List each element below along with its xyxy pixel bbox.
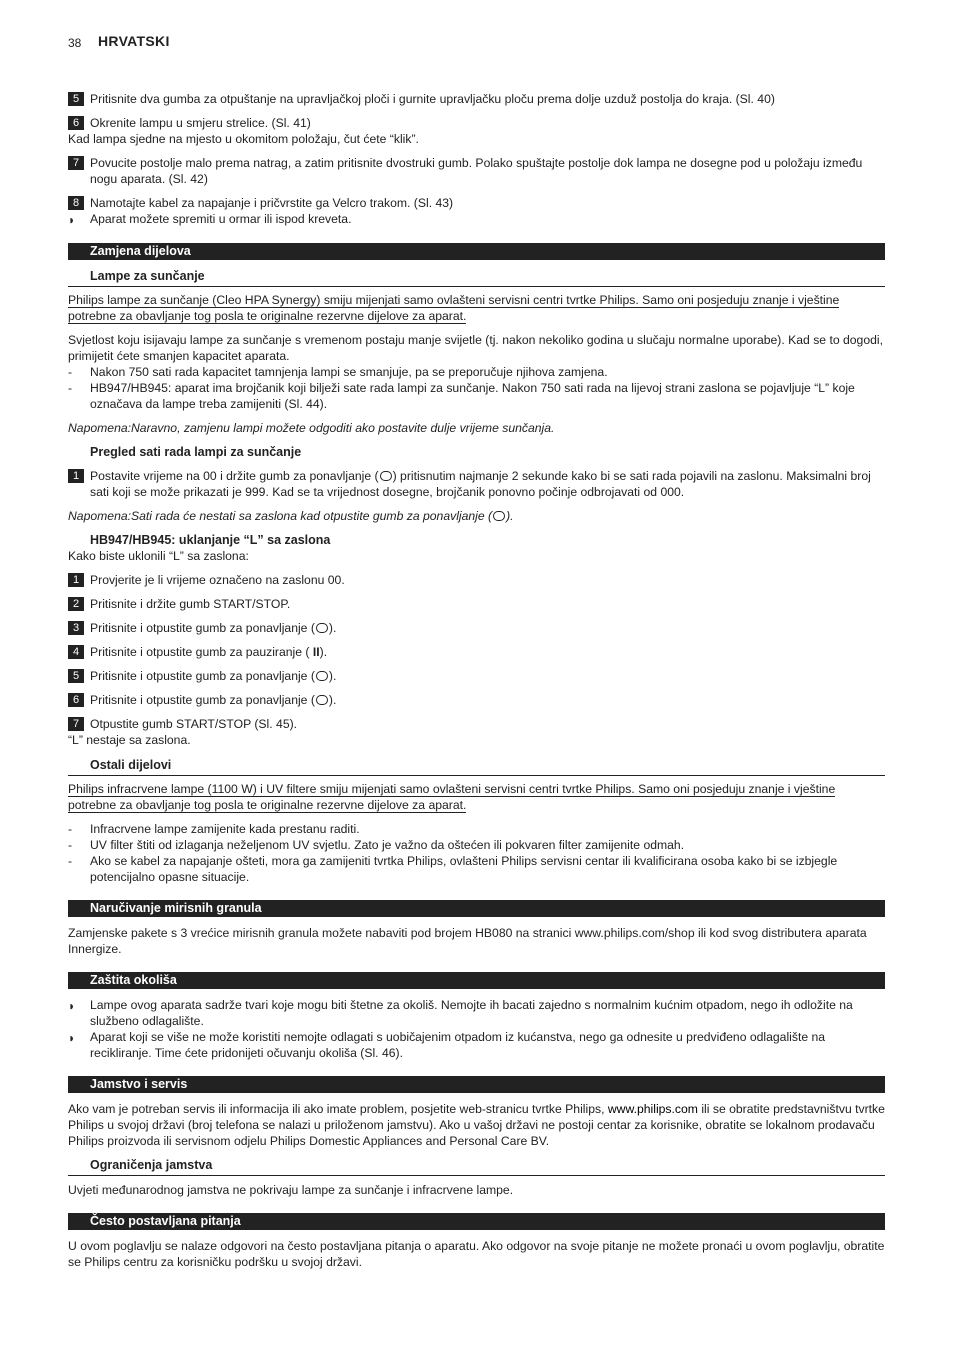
warranty-text-b: ili se obratite predstavništvu tvrtke Philips u svojoj državi (broj telefona se nalazi u priloženom jamstvu). Ako u vašoj državi ne postoji centar za korisnike, obratite se lokalnom prodavaču Philips proizvoda ili servisnom odjelu Philips Domestic Appliances and Personal Care BV. (68, 1102, 885, 1148)
step-6 (68, 115, 885, 147)
bullet-item (68, 211, 885, 227)
repeat-icon (316, 695, 328, 705)
dash-item (68, 364, 885, 380)
page-number: 38 (68, 36, 82, 50)
step-text-end: ). (328, 621, 337, 635)
step-number: 8 (68, 196, 84, 210)
subheading-limits (68, 1157, 885, 1173)
remove-intro: Kako biste uklonili “L” sa zaslona: (68, 549, 249, 563)
bullet-icon: ◗ (68, 213, 76, 227)
paragraph-warranty (68, 1101, 885, 1149)
step-number: 2 (68, 597, 84, 611)
bullet-icon: ◗ (68, 1031, 76, 1045)
step-text (90, 468, 885, 500)
dash-item (68, 821, 885, 837)
subheading-text: Ostali dijelovi (90, 758, 172, 772)
step-text: Okrenite lampu u smjeru strelice. (Sl. 41) (90, 116, 311, 130)
repeat-icon (316, 671, 328, 681)
section-title: Naručivanje mirisnih granula (90, 901, 262, 915)
rule (68, 775, 885, 776)
dash-icon: - (68, 838, 73, 852)
subheading-remove (68, 532, 885, 548)
step-number: 6 (68, 116, 84, 130)
step-text: Pritisnite i držite gumb START/STOP. (90, 597, 291, 611)
step-number: 6 (68, 693, 84, 707)
remove-step-6 (68, 692, 885, 708)
step-text (90, 692, 885, 708)
dash-item (68, 837, 885, 853)
step-text (90, 644, 885, 660)
subheading-text: Pregled sati rada lampi za sunčanje (90, 445, 302, 459)
section-title: Često postavljana pitanja (90, 1214, 241, 1228)
step-8 (68, 195, 885, 227)
bullet-item (68, 997, 885, 1029)
step-text: Otpustite gumb START/STOP (Sl. 45). (90, 717, 298, 731)
dash-text: UV filter štiti od izlaganja neželjenom UV svjetlu. Zato je važno da oštećen ili pokvaren filter zamijenite odmah. (90, 838, 685, 852)
rule (68, 286, 885, 287)
step-number: 4 (68, 645, 84, 659)
bullet-text: Aparat koji se više ne može koristiti nemojte odlagati s uobičajenim otpadom iz kućanstva, nego ga odnesite u predviđeno odlagalište na recikliranje. Time ćete pridonijeti očuvanju okoliša (Sl. 46). (90, 1030, 826, 1060)
boxed-warning-lamps (68, 292, 858, 324)
dash-item (68, 853, 885, 885)
subheading-lamps (68, 268, 885, 284)
subheading-text: HB947/HB945: uklanjanje “L” sa zaslona (90, 533, 331, 547)
section-band-warranty (68, 1076, 885, 1093)
dash-item (68, 380, 885, 412)
paragraph-order: Zamjenske pakete s 3 vrećice mirisnih granula možete nabaviti pod brojem HB080 na stranici www.philips.com/shop ili kod svog distributera aparata Innergize. (68, 926, 867, 956)
step-number: 1 (68, 469, 84, 483)
warranty-text-a: Ako vam je potreban servis ili informacija ili ako imate problem, posjetite web-stranicu tvrtke Philips, (68, 1102, 608, 1116)
paragraph-faq: U ovom poglavlju se nalaze odgovori na često postavljana pitanja o aparatu. Ako odgovor na svoje pitanje ne možete pronaći u ovom poglavlju, obratite se Philips centru za korisničku podršku u svojoj državi. (68, 1239, 885, 1269)
section-title: Zaštita okoliša (90, 973, 177, 987)
step-text-a: Pritisnite i otpustite gumb za ponavljanje ( (90, 693, 315, 707)
step-5 (68, 91, 885, 107)
boxed-text: Philips infracrvene lampe (1100 W) i UV filtere smiju mijenjati samo ovlašteni servisni centri tvrtke Philips. Samo oni posjeduju znanje i vještine potrebne za obavljanje tog posla te originalne rezervne dijelove za aparat. (68, 782, 836, 812)
step-7 (68, 155, 885, 187)
step-text-end: ). (319, 645, 328, 659)
repeat-icon (380, 471, 392, 481)
page-language-title: HRVATSKI (98, 33, 170, 49)
subheading-text: Lampe za sunčanje (90, 269, 205, 283)
step-number: 5 (68, 92, 84, 106)
remove-step-4 (68, 644, 885, 660)
pause-icon: II (312, 645, 320, 659)
step-result: Kad lampa sjedne na mjesto u okomitom položaju, čut ćete “klik”. (68, 132, 419, 146)
dash-icon: - (68, 822, 73, 836)
bullet-text: Lampe ovog aparata sadrže tvari koje mogu biti štetne za okoliš. Nemojte ih bacati zajedno s normalnim kućnim otpadom, nego ih odložite na službeno odlagalište. (90, 998, 853, 1028)
step-text (90, 620, 885, 636)
subheading-hours (68, 444, 885, 460)
note-lamps: Napomena:Naravno, zamjenu lampi možete odgoditi ako postavite dulje vrijeme sunčanja. (68, 421, 555, 435)
step-result: “L” nestaje sa zaslona. (68, 733, 191, 747)
repeat-icon (493, 511, 505, 521)
remove-step-7 (68, 716, 885, 748)
step-text-a: Pritisnite i otpustite gumb za pauziranje ( (90, 645, 313, 659)
section-band-environment (68, 972, 885, 989)
step-text-end: ). (328, 669, 337, 683)
dash-icon: - (68, 381, 73, 395)
step-text: Provjerite je li vrijeme označeno na zaslonu 00. (90, 573, 345, 587)
step-text-a: Postavite vrijeme na 00 i držite gumb za ponavljanje ( (90, 469, 379, 483)
dash-icon: - (68, 365, 73, 379)
step-text: Pritisnite dva gumba za otpuštanje na upravljačkoj ploči i gurnite upravljačku ploču prema dolje uzduž postolja do kraja. (Sl. 40) (90, 92, 775, 106)
step-text (90, 668, 885, 684)
subheading-text: Ograničenja jamstva (90, 1158, 213, 1172)
dash-text: Infracrvene lampe zamijenite kada prestanu raditi. (90, 822, 360, 836)
bullet-icon: ◗ (68, 999, 76, 1013)
step-number: 3 (68, 621, 84, 635)
section-title: Jamstvo i servis (90, 1077, 188, 1091)
section-title: Zamjena dijelova (90, 244, 191, 258)
bullet-text: Aparat možete spremiti u ormar ili ispod kreveta. (90, 212, 352, 226)
remove-step-1 (68, 572, 885, 588)
dash-text: Nakon 750 sati rada kapacitet tamnjenja lampi se smanjuje, pa se preporučuje njihova zamjena. (90, 365, 608, 379)
step-text-b: ) pritisnutim najmanje 2 sekunde kako bi se sati rada pojavili na zaslonu. Maksimalni broj sati koji se može prikazati je 999. Kad se ta vrijednost dosegne, brojčanik ponovno počinje odbrojavati od 000. (90, 469, 871, 499)
section-band-replace (68, 243, 885, 260)
subheading-other (68, 757, 885, 773)
remove-step-3 (68, 620, 885, 636)
section-band-faq (68, 1213, 885, 1230)
section-band-order (68, 900, 885, 917)
boxed-text: Philips lampe za sunčanje (Cleo HPA Synergy) smiju mijenjati samo ovlašteni servisni centri tvrtke Philips. Samo oni posjeduju znanje i vještine potrebne za obavljanje tog posla te originalne rezervne dijelove za aparat. (68, 293, 840, 323)
repeat-icon (316, 623, 328, 633)
note-text-a: Napomena:Sati rada će nestati sa zaslona kad otpustite gumb za ponavljanje ( (68, 509, 493, 523)
dash-text: Ako se kabel za napajanje ošteti, mora ga zamijeniti tvrtka Philips, ovlašteni Philips servisni centar ili kvalificirana osoba kako bi se izbjegle potencijalno opasne situacije. (90, 854, 838, 884)
step-number: 1 (68, 573, 84, 587)
philips-link[interactable]: www.philips.com (607, 1102, 698, 1116)
step-text: Namotajte kabel za napajanje i pričvrstite ga Velcro trakom. (Sl. 43) (90, 196, 454, 210)
dash-text: HB947/HB945: aparat ima brojčanik koji bilježi sate rada lampi za sunčanje. Nakon 750 sati rada na lijevoj strani zaslona se pojavljuje “L” koje označava da lampe treba zamijeniti (Sl. 44). (90, 381, 855, 411)
note-text-b: ). (506, 509, 514, 523)
boxed-warning-other (68, 781, 858, 813)
dash-icon: - (68, 854, 73, 868)
remove-step-5 (68, 668, 885, 684)
step-text-end: ). (328, 693, 337, 707)
step-text-a: Pritisnite i otpustite gumb za ponavljanje ( (90, 621, 315, 635)
remove-step-2 (68, 596, 885, 612)
note-hours (68, 508, 885, 524)
step-text-a: Pritisnite i otpustite gumb za ponavljanje ( (90, 669, 315, 683)
hours-step-1 (68, 468, 885, 500)
paragraph-limits: Uvjeti međunarodnog jamstva ne pokrivaju lampe za sunčanje i infracrvene lampe. (68, 1183, 514, 1197)
rule (68, 1175, 885, 1176)
step-text: Povucite postolje malo prema natrag, a zatim pritisnite dvostruki gumb. Polako spuštajte postolje dok lampa ne dosegne pod u položaju između nogu aparata. (Sl. 42) (90, 156, 863, 186)
bullet-item (68, 1029, 885, 1061)
step-number: 7 (68, 717, 84, 731)
paragraph-lamps: Svjetlost koju isijavaju lampe za sunčanje s vremenom postaju manje svijetle (tj. nakon nekoliko godina u slučaju normalne uporabe). Kad se to dogodi, primijetit ćete smanjen kapacitet aparata. (68, 333, 883, 363)
step-number: 7 (68, 156, 84, 170)
step-number: 5 (68, 669, 84, 683)
